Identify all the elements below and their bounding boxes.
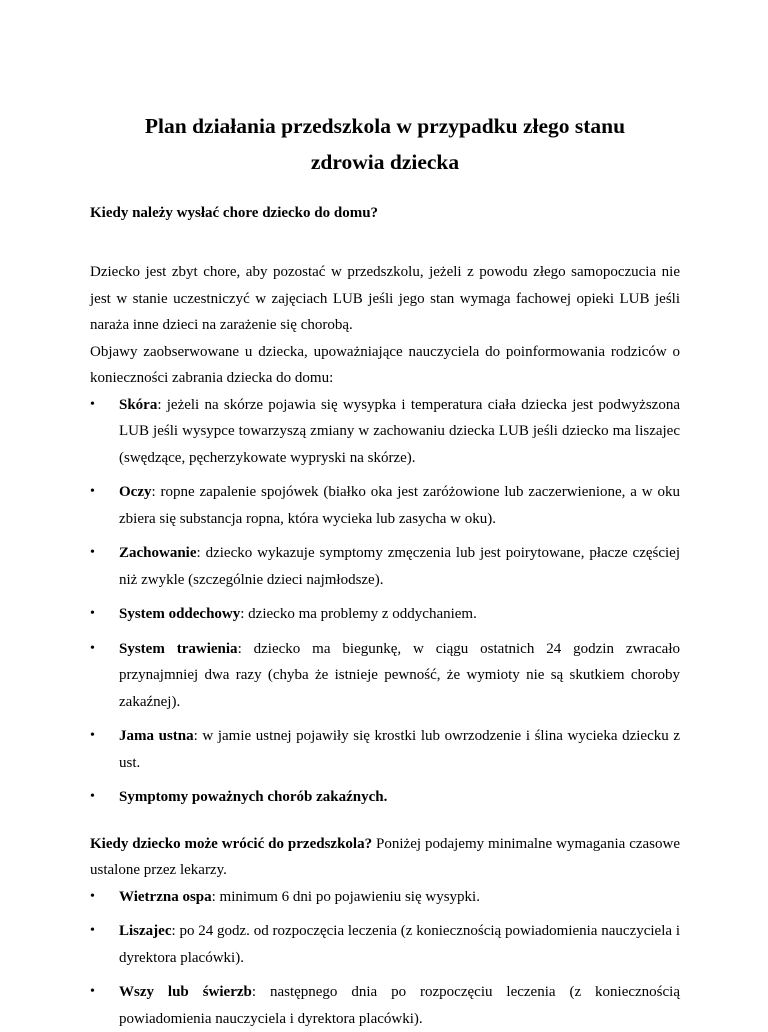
symptoms-intro-paragraph: Objawy zaobserwowane u dziecka, upoważniające nauczyciela do poinformowania rodziców o konieczności zabrania dziecka do domu: (90, 339, 680, 392)
list-item (90, 723, 680, 776)
title-line-2: zdrowia dziecka (108, 144, 662, 180)
bullet-icon: • (90, 540, 100, 567)
bullet-icon: • (90, 979, 100, 1006)
list-item (90, 601, 680, 628)
item-term: Wszy lub świerzb (119, 984, 252, 1000)
section-send-home (90, 200, 680, 811)
section-return (90, 831, 680, 1032)
page-title (90, 108, 680, 180)
bullet-icon: • (90, 636, 100, 663)
item-text: : dziecko ma problemy z oddychaniem. (240, 606, 477, 622)
list-item (90, 479, 680, 532)
return-heading: Kiedy dziecko może wrócić do przedszkola? (90, 836, 372, 852)
list-item (90, 392, 680, 472)
symptoms-list (90, 392, 680, 811)
bullet-icon: • (90, 884, 100, 911)
item-term: Wietrzna ospa (119, 889, 212, 905)
return-conditions-list (90, 884, 680, 1032)
item-text: : minimum 6 dni po pojawieniu się wysypki. (212, 889, 480, 905)
list-item (90, 884, 680, 911)
item-text: : następnego dnia po rozpoczęciu leczenia (z koniecznością powiadomienia nauczyciela i dyrektora placówki). (119, 984, 680, 1027)
list-item (90, 540, 680, 593)
bullet-icon: • (90, 392, 100, 419)
item-term: System oddechowy (119, 606, 240, 622)
bullet-icon: • (90, 918, 100, 945)
list-item (90, 636, 680, 716)
item-term: Jama ustna (119, 728, 194, 744)
bullet-icon: • (90, 601, 100, 628)
item-text: : po 24 godz. od rozpoczęcia leczenia (z koniecznością powiadomienia nauczyciela i dyrektora placówki). (119, 923, 680, 966)
item-term: System trawienia (119, 641, 238, 657)
item-text: : w jamie ustnej pojawiły się krostki lub owrzodzenie i ślina wycieka dziecku z ust. (119, 728, 680, 771)
item-text: : dziecko wykazuje symptomy zmęczenia lub jest poirytowane, płacze częściej niż zwykle (szczególnie dzieci najmłodsze). (119, 545, 680, 588)
item-term: Skóra (119, 397, 157, 413)
item-text: : jeżeli na skórze pojawia się wysypka i temperatura ciała dziecka jest podwyższona LUB jeśli wysypce towarzyszą zmiany w zachowaniu dziecka LUB jeśli dziecko ma liszajec (swędzące, pęcherzykowate wypryski na skórze). (119, 397, 680, 466)
bullet-icon: • (90, 784, 100, 811)
list-item (90, 979, 680, 1032)
intro-paragraph: Dziecko jest zbyt chore, aby pozostać w przedszkolu, jeżeli z powodu złego samopoczucia nie jest w stanie uczestniczyć w zajęciach LUB jeśli jego stan wymaga fachowej opieki LUB jeśli naraża inne dzieci na zarażenie się chorobą. (90, 259, 680, 339)
list-item (90, 918, 680, 971)
bullet-icon: • (90, 723, 100, 750)
return-intro-paragraph (90, 831, 680, 884)
item-text: : ropne zapalenie spojówek (białko oka jest zaróżowione lub zaczerwienione, a w oku zbiera się substancja ropna, która wycieka lub zasycha w oku). (119, 484, 680, 527)
item-term: Liszajec (119, 923, 171, 939)
bullet-icon: • (90, 479, 100, 506)
item-term: Zachowanie (119, 545, 197, 561)
section-heading: Kiedy należy wysłać chore dziecko do domu? (90, 200, 680, 226)
list-item (90, 784, 680, 811)
title-line-1: Plan działania przedszkola w przypadku złego stanu (108, 108, 662, 144)
return-intro-text: Poniżej podajemy minimalne wymagania czasowe ustalone przez lekarzy. (90, 836, 680, 879)
item-text: : dziecko ma biegunkę, w ciągu ostatnich 24 godzin zwracało przynajmniej dwa razy (chyba że istnieje pewność, że wymioty nie są skutkiem choroby zakaźnej). (119, 641, 680, 710)
item-term: Symptomy poważnych chorób zakaźnych. (119, 789, 387, 805)
item-term: Oczy (119, 484, 151, 500)
